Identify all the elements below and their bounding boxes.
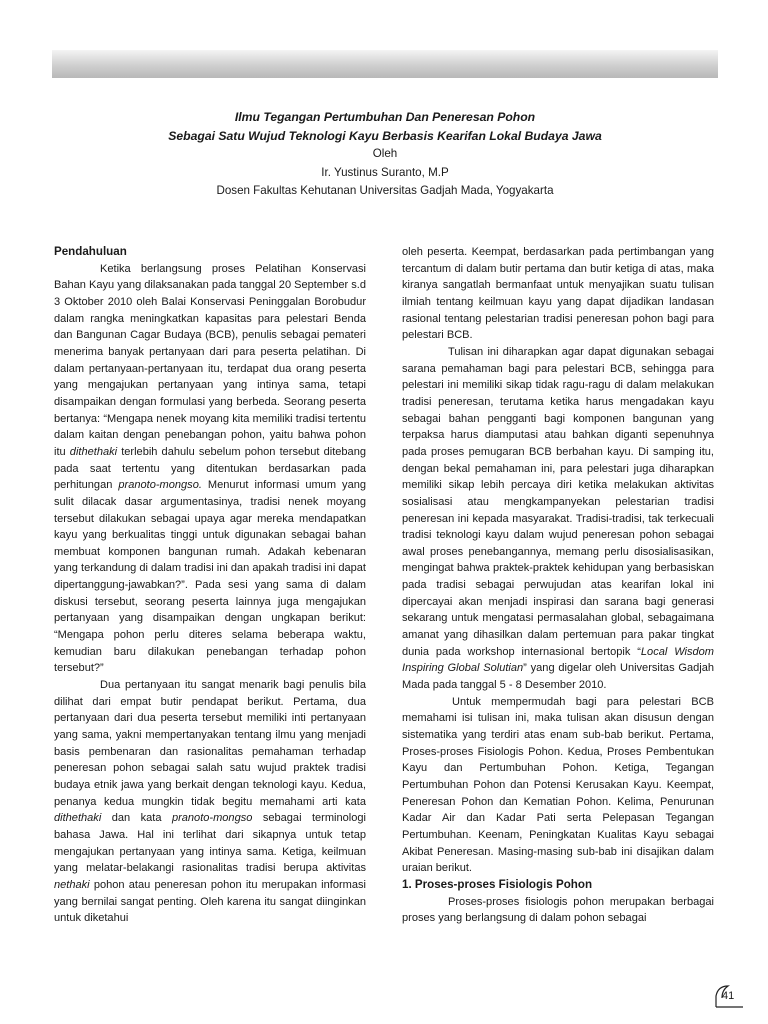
paragraph: Proses-proses fisiologis pohon merupakan berbagai proses yang berlangsung di dalam pohon sebagai — [402, 895, 714, 925]
paragraph — [54, 677, 366, 927]
text-run: ” yang digelar oleh Universitas Gadjah Mada pada tanggal 5 - 8 Desember 2010. — [402, 662, 714, 692]
text-run: terlebih dahulu sebelum pohon tersebut ditebang pada saat tertentu yang ditentukan berdasarkan pada perhitungan — [54, 445, 366, 492]
article-header — [52, 108, 718, 201]
page-number: 41 — [722, 990, 735, 1002]
paragraph: oleh peserta. Keempat, berdasarkan pada pertimbangan yang tercantum di dalam butir pertama dan butir ketiga di atas, maka kiranya sangatlah bermanfaat untuk menyajikan suatu tulisan ilmiah tentang keilmuan kayu yang dapat dijadikan landasan rasional tentang pelestarian tradisi peneresan pohon bagi para pelestari BCB. — [402, 246, 714, 342]
text-run: Menurut informasi umum yang sulit dilacak dasar argumentasinya, tradisi nenek moyang tersebut dilakukan sebagai upaya agar mereka mendapatkan kayu yang berkualitas tinggi untuk digunakan sebagai bahan membuat komponen bangunan rumah. Adakah kebenaran yang terkandung di dalam tradisi ini dan apakah tradisi ini dapat dipertanggung-jawabkan?”. Pada sesi yang sama di dalam diskusi tersebut, seorang peserta lainnya juga mengajukan pertanyaan yang disampaikan dengan ungkapan berikut: “Mengapa pohon perlu diteres selama beberapa waktu, kemudian baru dilakukan penebangan terhadap pohon tersebut?” — [54, 479, 367, 675]
italic-term: pranoto-mongso. — [118, 479, 202, 492]
italic-term: pranoto-mongso — [171, 812, 253, 825]
text-run: pohon atau peneresan pohon itu merupakan informasi yang bernilai sangat penting. Oleh karena itu sangat diinginkan untuk diketahui — [54, 878, 366, 925]
italic-term: Local Wisdom Inspiring Global Solutian — [402, 645, 714, 675]
section-heading-1: 1. Proses-proses Fisiologis Pohon — [402, 877, 593, 891]
author: Ir. Yustinus Suranto, M.P — [321, 165, 449, 179]
paragraph — [402, 344, 714, 694]
left-column — [54, 244, 366, 927]
header-band — [52, 50, 718, 78]
text-run: dan kata — [101, 812, 172, 825]
title-line-2: Sebagai Satu Wujud Teknologi Kayu Berbasis Kearifan Lokal Budaya Jawa — [168, 128, 602, 143]
paragraph — [54, 261, 366, 677]
text-run: sebagai terminologi bahasa Jawa. Hal ini terlihat dari sikapnya untuk tetap mengajukan pertanyaan yang intinya sama. Ketiga, keilmuan yang melatar-belakangi rasionalitas tradisi berupa aktivitas — [54, 812, 366, 875]
section-heading-intro: Pendahuluan — [54, 245, 127, 258]
italic-term: nethaki — [54, 878, 90, 891]
page-number-badge — [714, 984, 744, 1008]
text-run: Ketika berlangsung proses Pelatihan Konservasi Bahan Kayu yang dilaksanakan pada tanggal 20 September s.d 3 Oktober 2010 oleh Balai Konservasi Peninggalan Borobudur dalam rangka meningkatkan kapasitas para pelestari Benda dan Bangunan Cagar Budaya (BCB), penulis sebagai pemateri menerima banyak pertanyaan dari para peserta pelatihan. Di dalam pertanyaan-pertanyaan itu, terdapat dua orang peserta yang mengajukan pertanyaan yang intinya sama, tetapi disampaikan dengan formulasi yang berbeda. Seorang peserta bertanya: “Mengapa nenek moyang kita memiliki tradisi tertentu dalam kaitan dengan penebangan pohon, yaitu bahwa pohon itu — [54, 262, 366, 458]
italic-term: dithethaki — [69, 445, 118, 458]
text-run: Dua pertanyaan itu sangat menarik bagi penulis bila dilihat dari empat butir pendapat berikut. Pertama, dua pertanyaan dari dua peserta tersebut memiliki inti pertanyaan yang sama, yakni mempertanyakan tentang ilmu yang menjadi basis pembenaran dan rasionalitas pemahaman terhadap peneresan pohon sebagai salah satu wujud praktek tradisi budaya etnik jawa yang berkait dengan teknologi kayu. Kedua, penanya kedua mungkin tidak begitu memahami arti kata — [54, 679, 366, 808]
paragraph: Untuk mempermudah bagi para pelestari BCB memahami isi tulisan ini, maka tulisan akan disusun dengan sistematika yang terdiri atas enam sub-bab berikut. Pertama, Proses-proses Fisiologis Pohon. Kedua, Proses Pembentukan Kayu dan Pertumbuhan Pohon. Ketiga, Tegangan Pertumbuhan Pohon dan Potensi Kerusakan Kayu. Keempat, Peneresan Pohon dan Kematian Pohon. Kelima, Penurunan Kadar Air dan Kadar Pati serta Pelepasan Tegangan Pertumbuhan. Keenam, Peningkatan Kualitas Kayu sebagai Akibat Peneresan. Masing-masing sub-bab ini disajikan dalam uraian berikut. — [402, 695, 714, 875]
italic-term: dithethaki — [54, 812, 102, 825]
affiliation: Dosen Fakultas Kehutanan Universitas Gadjah Mada, Yogyakarta — [216, 184, 554, 197]
title-line-1: Ilmu Tegangan Pertumbuhan Dan Peneresan Pohon — [234, 110, 536, 124]
text-run: Tulisan ini diharapkan agar dapat digunakan sebagai sarana pemahaman bagi para pelestari BCB, sehingga para pelestari ini memiliki sikap tidak ragu-ragu di dalam melakukan tradisi peneresan, terutama ketika harus mengadakan kayu sebagai bahan pengganti bagi komponen bangunan yang terpaksa harus diamputasi atau bahkan diganti sepenuhnya pada proses pemugaran BCB berbahan kayu. Di samping itu, dengan bekal pemahaman ini, para pelestari juga diharapkan memiliki sikap lebih percaya diri ketika melakukan aktivitas sosialisasi atau mengkampanyekan pelestarian tradisi peneresan ini kepada masyarakat. Tradisi-tradisi, tak terkecuali tradisi teknologi kayu dalam wujud peneresan pohon sebagai awal proses penebangannya, memang perlu disosialisasikan, mengingat bahwa praktek-praktek kehidupan yang berbasiskan pada tradisi sebagai perwujudan atas kearifan lokal ini dipercayai akan menjadi inspirasi dan sarana bagi generasi sekarang untuk mengatasi permasalahan global, sebagaimana amanat yang dihasilkan dalam pertemuan para pakar tingkat dunia pada workshop internasional bertopik “ — [402, 345, 714, 658]
by-label: Oleh — [372, 147, 398, 160]
right-column — [402, 244, 714, 927]
